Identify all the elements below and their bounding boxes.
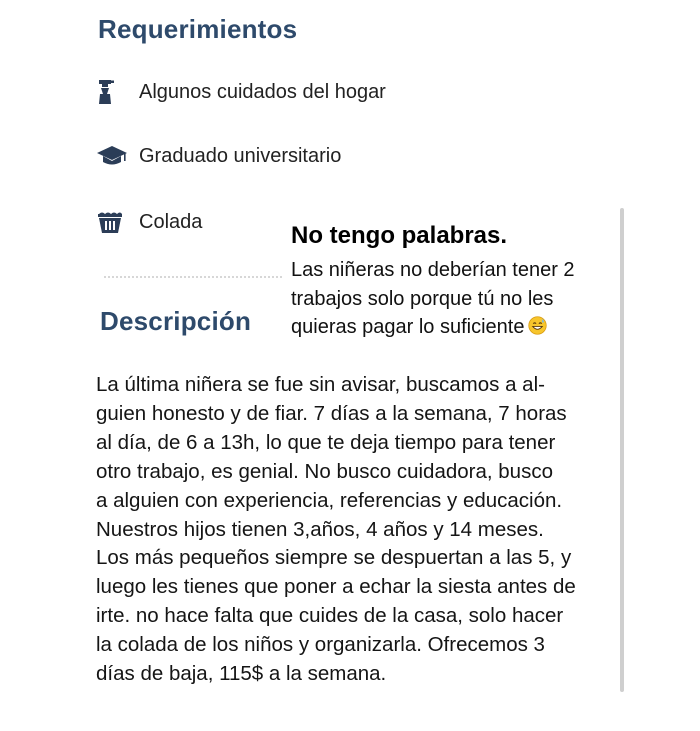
graduation-cap-icon xyxy=(96,142,130,170)
grinning-sweat-emoji-icon xyxy=(528,315,547,334)
requirements-title: Requerimientos xyxy=(98,14,298,44)
requirement-label: Algunos cuidados del hogar xyxy=(139,80,386,103)
section-divider xyxy=(104,276,282,278)
laundry-basket-icon xyxy=(96,208,130,236)
requirement-item-home-care xyxy=(96,78,386,106)
requirement-item-laundry xyxy=(96,208,202,236)
description-title: Descripción xyxy=(100,306,252,336)
caption-text: Las niñeras no deberían tener 2 trabajos solo porque tú no les quieras pagar lo suficiente xyxy=(291,259,575,338)
requirement-label: Graduado universitario xyxy=(139,144,342,167)
caption-title: No tengo palabras. xyxy=(291,222,508,249)
caption-overlay xyxy=(291,220,621,342)
requirement-label: Colada xyxy=(139,210,203,233)
requirement-item-university-graduate xyxy=(96,142,341,170)
caption-body xyxy=(291,256,621,342)
scrollbar[interactable] xyxy=(620,208,624,692)
description-text: La última niñera se fue sin avisar, buscamos a al- guien honesto y de fiar. 7 días a la semana, 7 horas al día, de 6 a 13h, lo que te deja tiempo para tener otro trabajo, es genial. No busco cuidadora, busco a alguien con experiencia, referencias y educación. Nuestros hijos tienen 3,años, 4 años y 14 meses. Los más pequeños siempre se despuertan a las 5, y luego les tienes que poner a echar la siesta antes de irte. no hace falta que cuides de la casa, solo hacer la colada de los niños y organizarla. Ofrecemos 3 días de baja, 115$ a la semana. xyxy=(96,373,576,686)
spray-bottle-icon xyxy=(96,78,130,106)
